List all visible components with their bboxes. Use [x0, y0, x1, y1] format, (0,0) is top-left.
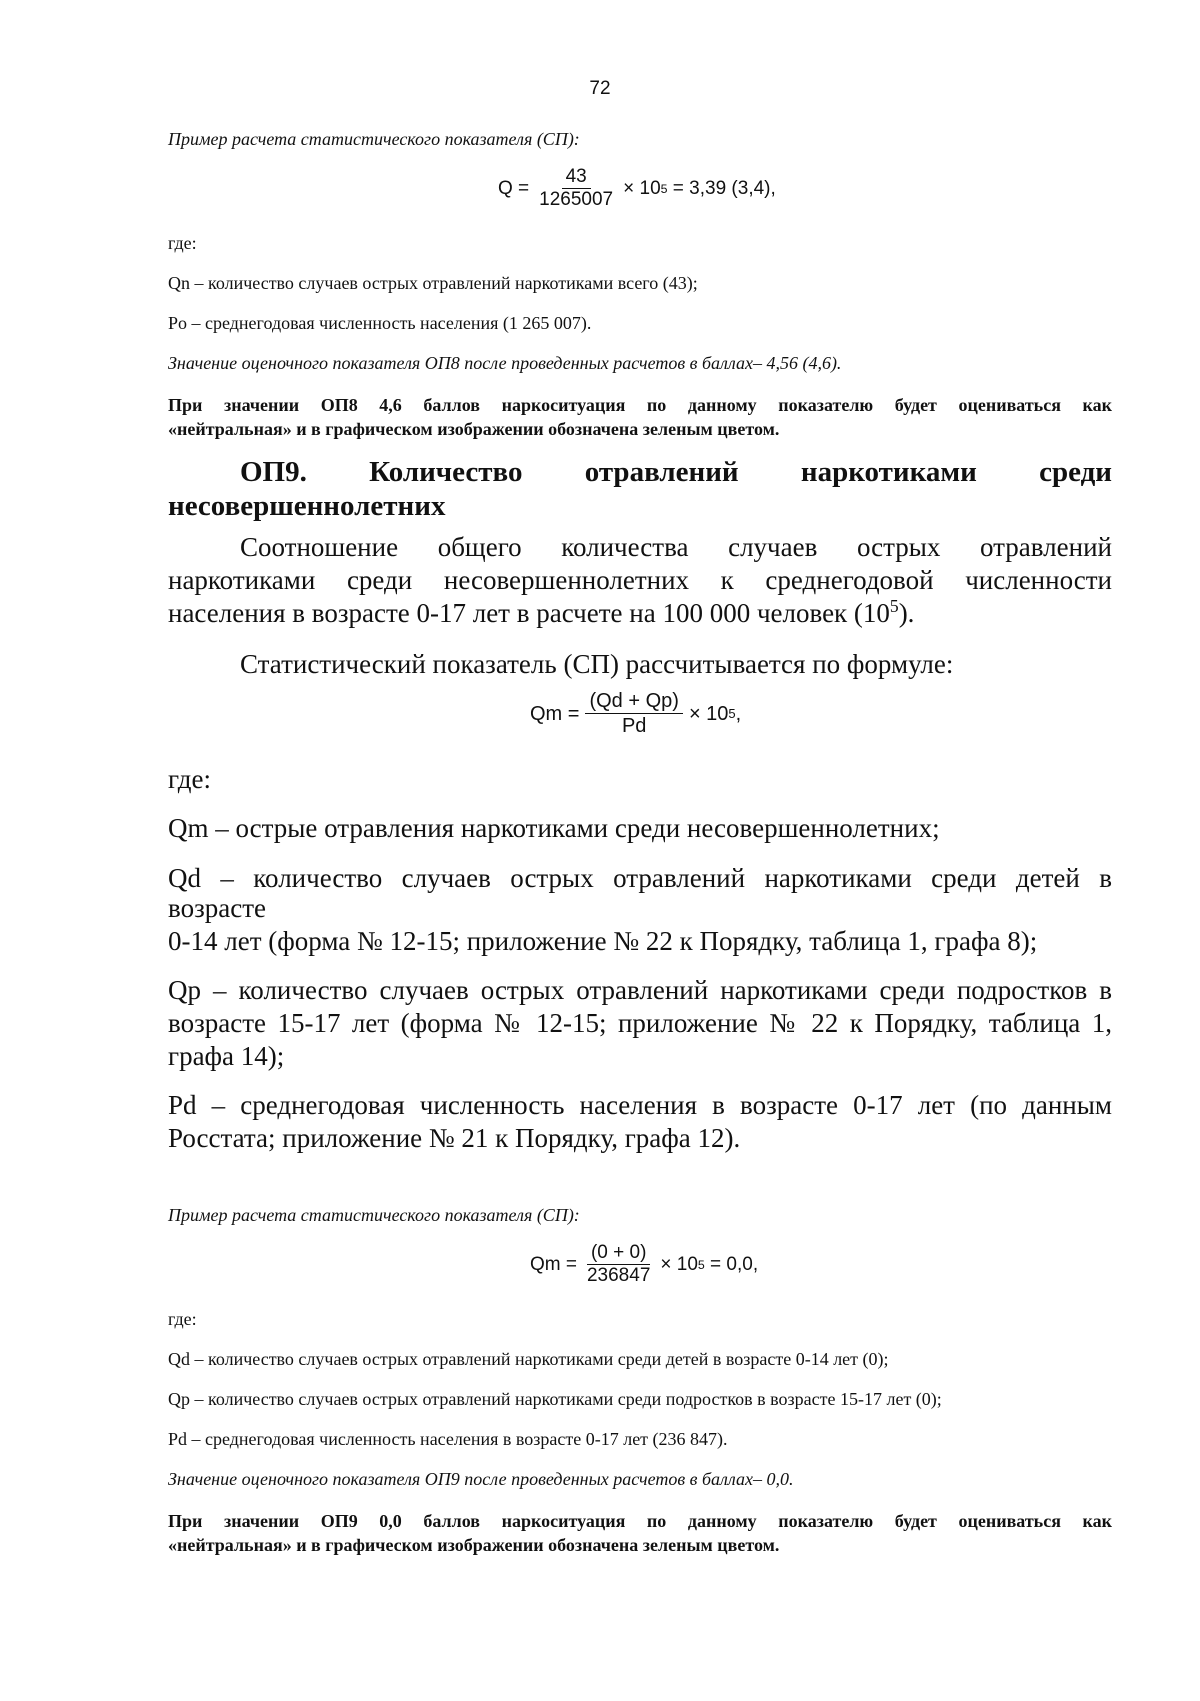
example2-title: Пример расчета статистического показателя (СП): — [168, 1205, 580, 1225]
definition-qd-line3: 0-14 лет (форма № 12-15; приложение № 22 к Порядку, таблица 1, графа 8); — [168, 926, 1038, 956]
formula-fraction — [535, 166, 617, 212]
formula-numerator: 43 — [562, 166, 591, 189]
formula-result: = 0,0, — [704, 1253, 759, 1275]
definition-line2: наркотиками среди несовершеннолетних к среднегодовой численности — [168, 565, 1112, 595]
formula-lhs: Q = — [498, 177, 530, 199]
example2-where: где: — [168, 1309, 197, 1329]
formula-intro: Статистический показатель (СП) рассчитывается по формуле: — [240, 649, 954, 679]
formula-lhs: Qm = — [530, 702, 580, 725]
definition-qd-line2: возрасте — [168, 893, 266, 923]
example1-formula: Q = $\frac{43}{1265007}$ × 10 5 = 3,39 (3,4), — [498, 166, 776, 210]
example1-item-qn: Qn – количество случаев острых отравлений наркотиками всего (43); — [168, 273, 698, 293]
section-where: где: — [168, 764, 211, 794]
heading-word: отравлений — [584, 456, 739, 488]
formula-times: × 10 — [688, 702, 729, 725]
definition-line3-text: населения в возрасте 0-17 лет в расчете на 100 000 человек (10 — [168, 598, 890, 628]
section-heading-line2: несовершеннолетних — [168, 490, 446, 522]
example2-conclusion-line1: При значении ОП9 0,0 баллов наркоситуация по данному показателю будет оцениваться как — [168, 1511, 1112, 1531]
formula-numerator: (Qd + Qp) — [585, 690, 682, 714]
definition-line3 — [168, 597, 1112, 630]
definition-qp-line2: возрасте 15-17 лет (форма № 12-15; приложение № 22 к Порядку, таблица 1, — [168, 1008, 1112, 1038]
formula-times: × 10 — [660, 1253, 698, 1275]
example1-item-po: Po – среднегодовая численность населения (1 265 007). — [168, 313, 592, 333]
example2-conclusion-line2: «нейтральная» и в графическом изображении обозначена зеленым цветом. — [168, 1535, 780, 1555]
example2-item-qp: Qp – количество случаев острых отравлений наркотиками среди подростков в возрасте 15-17 лет (0); — [168, 1389, 942, 1409]
example2-item-qd: Qd – количество случаев острых отравлений наркотиками среди детей в возрасте 0-14 лет (0); — [168, 1349, 889, 1369]
heading-word: среди — [1039, 456, 1112, 488]
main-formula: Qm = $\frac{(Qd + Qp)}{Pd}$ × 10 5 , — [530, 690, 742, 737]
formula-fraction — [583, 1242, 654, 1288]
heading-word: наркотиками — [800, 456, 977, 488]
example2-score: Значение оценочного показателя ОП9 после проведенных расчетов в баллах– 0,0. — [168, 1469, 794, 1489]
formula-denominator: Pd — [621, 715, 647, 737]
section-heading — [168, 455, 1112, 523]
heading-word: Количество — [369, 456, 523, 488]
definition-qm: Qm – острые отравления наркотиками среди несовершеннолетних; — [168, 813, 940, 843]
example2-item-pd: Pd – среднегодовая численность населения в возрасте 0-17 лет (236 847). — [168, 1429, 728, 1449]
definition-line3-exponent: 5 — [889, 596, 899, 616]
page-number: 72 — [589, 78, 611, 99]
definition-qp-line3: графа 14); — [168, 1041, 285, 1071]
example2-formula: Qm = $\frac{(0 + 0)}{236847}$ × 10 5 = 0,0, — [530, 1242, 759, 1286]
definition-qp-line1: Qp – количество случаев острых отравлений наркотиками среди подростков в — [168, 975, 1112, 1005]
example1-where: где: — [168, 233, 197, 253]
definition-line1: Соотношение общего количества случаев острых отравлений — [240, 532, 1112, 562]
formula-denominator: 1265007 — [539, 188, 614, 210]
definition-qd-line1: Qd – количество случаев острых отравлений наркотиками среди детей в — [168, 863, 1112, 893]
definition-line3-end: ). — [898, 598, 915, 628]
example1-conclusion-line2: «нейтральная» и в графическом изображении обозначена зеленым цветом. — [168, 419, 780, 439]
formula-denominator: 236847 — [586, 1264, 651, 1286]
heading-word: ОП9. — [240, 456, 307, 488]
definition-pd-line2: Росстата; приложение № 21 к Порядку, графа 12). — [168, 1123, 741, 1153]
formula-result: , — [735, 702, 742, 725]
section-heading-line1 — [168, 455, 1112, 489]
formula-lhs: Qm = — [530, 1253, 577, 1275]
formula-times: × 10 — [623, 177, 661, 199]
formula-result: = 3,39 (3,4), — [667, 177, 776, 199]
definition-pd-line1: Pd – среднегодовая численность населения в возрасте 0-17 лет (по данным — [168, 1090, 1112, 1120]
example1-conclusion-line1: При значении ОП8 4,6 баллов наркоситуация по данному показателю будет оцениваться как — [168, 395, 1112, 415]
example1-title: Пример расчета статистического показателя (СП): — [168, 129, 580, 149]
example1-score: Значение оценочного показателя ОП8 после проведенных расчетов в баллах– 4,56 (4,6). — [168, 353, 842, 373]
formula-numerator: (0 + 0) — [587, 1242, 650, 1265]
formula-fraction — [585, 690, 682, 738]
